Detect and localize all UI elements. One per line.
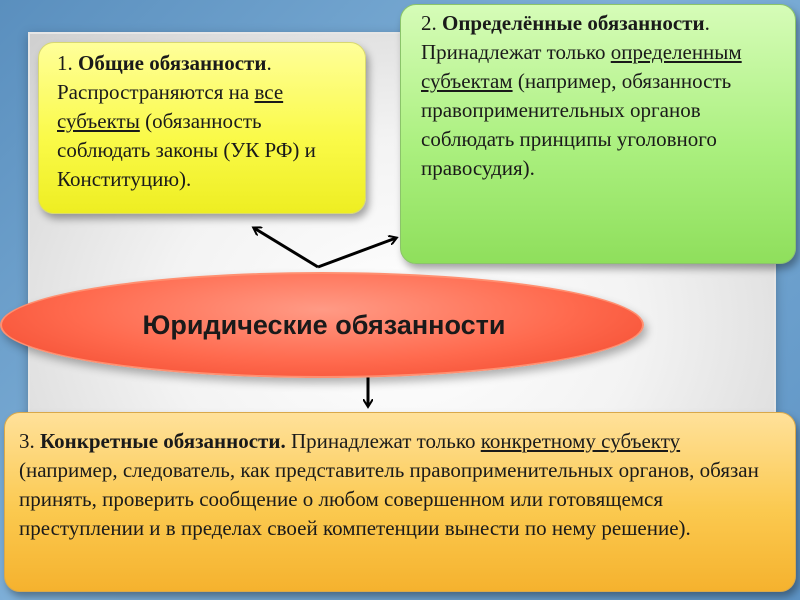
- general-title-end: .: [266, 51, 272, 75]
- general-text-1: Распространяются на: [57, 80, 250, 104]
- general-link: все субъекты: [57, 80, 284, 133]
- concrete-text-2: (например, следователь, как представитель правоприменительных органов, обязан принять, проверить сообщение о любом совершенном или готовящемся преступлении и в пределах своей компетенции вынести по нему решение).: [19, 458, 759, 540]
- specific-title-end: .: [704, 11, 710, 35]
- specific-title: Определённые обязанности: [442, 11, 705, 35]
- concrete-number: 3.: [19, 429, 35, 453]
- specific-text-2: (например, обязанность правоприменительных органов соблюдать принципы уголовного правосудия).: [421, 69, 732, 180]
- legal-duties-ellipse: [0, 272, 644, 378]
- general-title: Общие обязанности: [78, 51, 267, 75]
- general-text-2: (обязанность соблюдать законы (УК РФ) и Конституцию).: [57, 109, 316, 191]
- legal-duties-label: Юридические обязанности: [142, 309, 506, 340]
- general-duties-box: [38, 42, 366, 214]
- concrete-link: конкретному субъекту: [480, 429, 681, 453]
- general-number: 1.: [57, 51, 73, 75]
- specific-number: 2.: [421, 11, 437, 35]
- concrete-title: Конкретные обязанности.: [40, 429, 286, 453]
- concrete-duties-box: [4, 412, 796, 592]
- concrete-text-1: Принадлежат только: [290, 429, 476, 453]
- specific-duties-box: [400, 4, 796, 264]
- specific-link: определенным субъектам: [421, 40, 742, 93]
- specific-text-1: Принадлежат только: [421, 40, 606, 64]
